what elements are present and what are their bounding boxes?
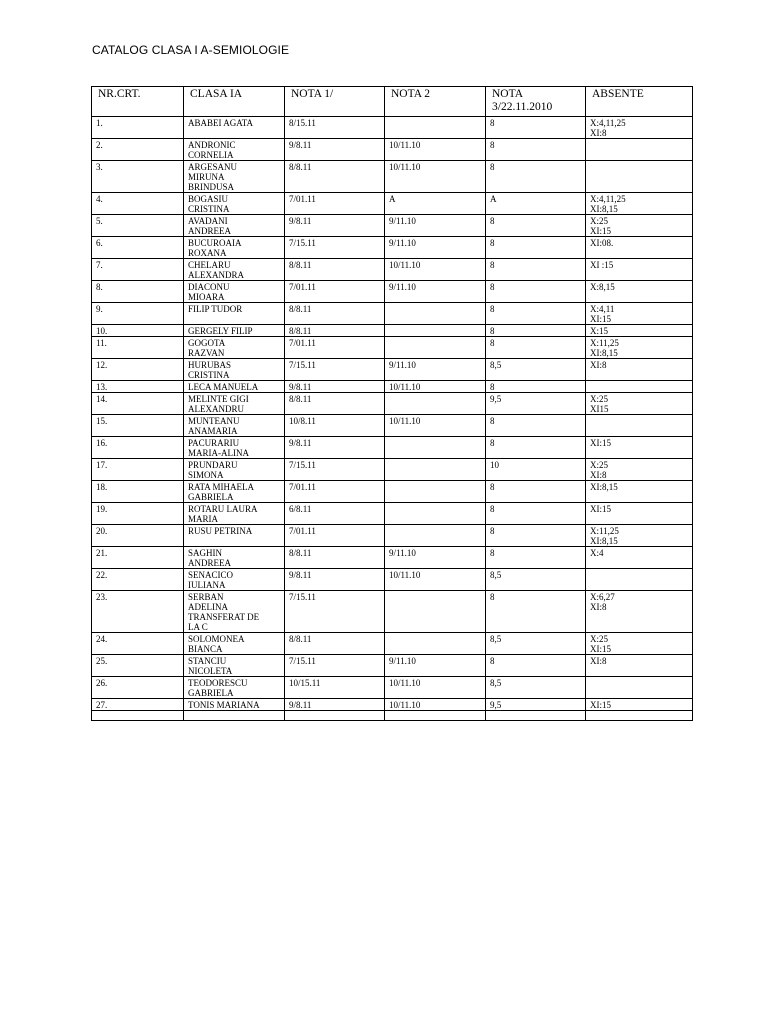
row-number: 21.: [92, 547, 184, 569]
row-number: 8.: [92, 281, 184, 303]
nota-1-cell: 8/8.11: [285, 303, 385, 325]
nota-1-cell: 9/8.11: [285, 437, 385, 459]
student-name: CHELARU ALEXANDRA: [184, 259, 285, 281]
nota-2-cell: [385, 459, 486, 481]
nota-2-cell: [385, 591, 486, 633]
nota-1-cell: 10/15.11: [285, 677, 385, 699]
row-number: 1.: [92, 117, 184, 139]
nota-2-cell: 9/11.10: [385, 215, 486, 237]
table-row: [92, 437, 693, 459]
absente-cell: XI:15: [586, 503, 693, 525]
absente-cell: X:4: [586, 547, 693, 569]
student-name: ANDRONIC CORNELIA: [184, 139, 285, 161]
catalog-table: [91, 86, 693, 721]
table-row: [92, 139, 693, 161]
row-number: 11.: [92, 337, 184, 359]
nota-2-cell: [385, 337, 486, 359]
table-row: [92, 381, 693, 393]
table-row: [92, 393, 693, 415]
student-name: ARGESANU MIRUNA BRINDUSA: [184, 161, 285, 193]
nota-1-cell: 7/15.11: [285, 359, 385, 381]
row-number: 9.: [92, 303, 184, 325]
nota-3-cell: 8: [486, 437, 586, 459]
row-number: 25.: [92, 655, 184, 677]
row-number: 22.: [92, 569, 184, 591]
row-number: 17.: [92, 459, 184, 481]
nota-1-cell: 9/8.11: [285, 569, 385, 591]
nota-3-cell: 8,5: [486, 677, 586, 699]
row-number: 13.: [92, 381, 184, 393]
student-name: STANCIU NICOLETA: [184, 655, 285, 677]
table-row: [92, 237, 693, 259]
nota-3-cell: 8: [486, 655, 586, 677]
nota-1-cell: 7/15.11: [285, 459, 385, 481]
student-name: PACURARIU MARIA-ALINA: [184, 437, 285, 459]
absente-cell: X:25 XI:15: [586, 215, 693, 237]
nota-3-cell: 8: [486, 139, 586, 161]
nota-2-cell: [385, 325, 486, 337]
nota-3-cell: 8: [486, 415, 586, 437]
nota-1-cell: 9/8.11: [285, 381, 385, 393]
table-row: [92, 547, 693, 569]
student-name: RUSU PETRINA: [184, 525, 285, 547]
nota-3-cell: 8: [486, 237, 586, 259]
nota-1-cell: 7/01.11: [285, 481, 385, 503]
empty-cell: [285, 711, 385, 721]
absente-cell: X:25 XI:8: [586, 459, 693, 481]
student-name: ROTARU LAURA MARIA: [184, 503, 285, 525]
student-name: SERBAN ADELINA TRANSFERAT DE LA C: [184, 591, 285, 633]
absente-cell: XI:8,15: [586, 481, 693, 503]
absente-cell: X:8,15: [586, 281, 693, 303]
row-number: 20.: [92, 525, 184, 547]
absente-cell: [586, 677, 693, 699]
nota-2-cell: [385, 437, 486, 459]
table-row: [92, 503, 693, 525]
nota-3-cell: 8,5: [486, 359, 586, 381]
student-name: ABABEI AGATA: [184, 117, 285, 139]
header-absente: ABSENTE: [586, 87, 693, 117]
nota-2-cell: [385, 481, 486, 503]
nota-1-cell: 7/01.11: [285, 525, 385, 547]
nota-2-cell: A: [385, 193, 486, 215]
header-nr-crt: NR.CRT.: [92, 87, 184, 117]
nota-3-cell: 8: [486, 337, 586, 359]
table-row: [92, 415, 693, 437]
table-row: [92, 699, 693, 711]
nota-2-cell: 10/11.10: [385, 569, 486, 591]
row-number: 7.: [92, 259, 184, 281]
student-name: SAGHIN ANDREEA: [184, 547, 285, 569]
nota-2-cell: 9/11.10: [385, 547, 486, 569]
table-row: [92, 481, 693, 503]
nota-1-cell: 7/01.11: [285, 337, 385, 359]
nota-3-cell: 8: [486, 525, 586, 547]
table-row: [92, 633, 693, 655]
nota-1-cell: 8/8.11: [285, 325, 385, 337]
nota-2-cell: 10/11.10: [385, 677, 486, 699]
nota-1-cell: 7/15.11: [285, 591, 385, 633]
table-row: [92, 117, 693, 139]
student-name: GERGELY FILIP: [184, 325, 285, 337]
row-number: 15.: [92, 415, 184, 437]
student-name: SENACICO IULIANA: [184, 569, 285, 591]
nota-2-cell: [385, 117, 486, 139]
student-name: DIACONU MIOARA: [184, 281, 285, 303]
row-number: 26.: [92, 677, 184, 699]
row-number: 14.: [92, 393, 184, 415]
nota-3-cell: 8: [486, 281, 586, 303]
table-row: [92, 525, 693, 547]
nota-1-cell: 9/8.11: [285, 139, 385, 161]
nota-2-cell: 9/11.10: [385, 281, 486, 303]
absente-cell: [586, 139, 693, 161]
student-name: BOGASIU CRISTINA: [184, 193, 285, 215]
table-row: [92, 161, 693, 193]
absente-cell: XI:8: [586, 655, 693, 677]
nota-2-cell: 10/11.10: [385, 139, 486, 161]
row-number: 3.: [92, 161, 184, 193]
table-row: [92, 325, 693, 337]
header-nota-2: NOTA 2: [385, 87, 486, 117]
nota-3-cell: 8: [486, 503, 586, 525]
row-number: 16.: [92, 437, 184, 459]
row-number: 6.: [92, 237, 184, 259]
empty-cell: [385, 711, 486, 721]
nota-1-cell: 7/15.11: [285, 655, 385, 677]
nota-1-cell: 8/8.11: [285, 259, 385, 281]
table-row: [92, 591, 693, 633]
nota-3-cell: A: [486, 193, 586, 215]
nota-3-cell: 8: [486, 303, 586, 325]
row-number: 19.: [92, 503, 184, 525]
table-header-row: [92, 87, 693, 117]
nota-3-cell: 8: [486, 591, 586, 633]
nota-1-cell: 9/8.11: [285, 699, 385, 711]
header-clasa: CLASA IA: [184, 87, 285, 117]
nota-3-cell: 9,5: [486, 699, 586, 711]
catalog-body: [92, 117, 693, 721]
table-row: [92, 215, 693, 237]
student-name: FILIP TUDOR: [184, 303, 285, 325]
nota-1-cell: 8/8.11: [285, 633, 385, 655]
nota-2-cell: 9/11.10: [385, 359, 486, 381]
empty-cell: [586, 711, 693, 721]
nota-2-cell: [385, 393, 486, 415]
nota-1-cell: 6/8.11: [285, 503, 385, 525]
absente-cell: X:25 XI15: [586, 393, 693, 415]
absente-cell: [586, 161, 693, 193]
row-number: 27.: [92, 699, 184, 711]
nota-2-cell: [385, 633, 486, 655]
student-name: SOLOMONEA BIANCA: [184, 633, 285, 655]
nota-3-cell: 8: [486, 547, 586, 569]
header-nota-3: NOTA 3/22.11.2010: [486, 87, 586, 117]
row-number: 2.: [92, 139, 184, 161]
empty-cell: [184, 711, 285, 721]
table-row: [92, 193, 693, 215]
nota-1-cell: 9/8.11: [285, 215, 385, 237]
table-row: [92, 281, 693, 303]
nota-2-cell: 10/11.10: [385, 259, 486, 281]
nota-1-cell: 8/8.11: [285, 547, 385, 569]
nota-2-cell: 9/11.10: [385, 237, 486, 259]
nota-3-cell: 8: [486, 259, 586, 281]
nota-1-cell: 8/8.11: [285, 393, 385, 415]
nota-2-cell: 9/11.10: [385, 655, 486, 677]
table-blank-row: [92, 711, 693, 721]
empty-cell: [92, 711, 184, 721]
nota-3-cell: 8,5: [486, 569, 586, 591]
nota-2-cell: 10/11.10: [385, 415, 486, 437]
table-row: [92, 303, 693, 325]
nota-2-cell: [385, 503, 486, 525]
absente-cell: X:25 XI:15: [586, 633, 693, 655]
nota-3-cell: 8: [486, 325, 586, 337]
absente-cell: [586, 569, 693, 591]
student-name: PRUNDARU SIMONA: [184, 459, 285, 481]
table-row: [92, 677, 693, 699]
nota-3-cell: 8: [486, 381, 586, 393]
nota-1-cell: 7/01.11: [285, 193, 385, 215]
absente-cell: XI:15: [586, 437, 693, 459]
nota-3-cell: 9,5: [486, 393, 586, 415]
student-name: MELINTE GIGI ALEXANDRU: [184, 393, 285, 415]
nota-2-cell: 10/11.10: [385, 161, 486, 193]
table-row: [92, 459, 693, 481]
table-row: [92, 259, 693, 281]
nota-2-cell: 10/11.10: [385, 381, 486, 393]
table-row: [92, 359, 693, 381]
absente-cell: X:15: [586, 325, 693, 337]
student-name: GOGOTA RAZVAN: [184, 337, 285, 359]
absente-cell: X:4,11 XI:15: [586, 303, 693, 325]
student-name: RATA MIHAELA GABRIELA: [184, 481, 285, 503]
row-number: 12.: [92, 359, 184, 381]
student-name: MUNTEANU ANAMARIA: [184, 415, 285, 437]
absente-cell: XI:15: [586, 699, 693, 711]
empty-cell: [486, 711, 586, 721]
absente-cell: X:4,11,25 XI:8: [586, 117, 693, 139]
nota-1-cell: 7/15.11: [285, 237, 385, 259]
student-name: AVADANI ANDREEA: [184, 215, 285, 237]
row-number: 10.: [92, 325, 184, 337]
absente-cell: [586, 381, 693, 393]
absente-cell: XI:08.: [586, 237, 693, 259]
absente-cell: [586, 415, 693, 437]
student-name: HURUBAS CRISTINA: [184, 359, 285, 381]
student-name: TEODORESCU GABRIELA: [184, 677, 285, 699]
absente-cell: XI:8: [586, 359, 693, 381]
nota-3-cell: 8,5: [486, 633, 586, 655]
nota-2-cell: 10/11.10: [385, 699, 486, 711]
nota-3-cell: 8: [486, 161, 586, 193]
nota-1-cell: 7/01.11: [285, 281, 385, 303]
absente-cell: X:4,11,25 XI:8,15: [586, 193, 693, 215]
student-name: BUCUROAIA ROXANA: [184, 237, 285, 259]
absente-cell: X:11,25 XI:8,15: [586, 525, 693, 547]
nota-1-cell: 8/8.11: [285, 161, 385, 193]
nota-2-cell: [385, 303, 486, 325]
nota-3-cell: 8: [486, 215, 586, 237]
student-name: TONIS MARIANA: [184, 699, 285, 711]
header-nota-1: NOTA 1/: [285, 87, 385, 117]
nota-1-cell: 8/15.11: [285, 117, 385, 139]
row-number: 24.: [92, 633, 184, 655]
nota-1-cell: 10/8.11: [285, 415, 385, 437]
row-number: 23.: [92, 591, 184, 633]
student-name: LECA MANUELA: [184, 381, 285, 393]
table-row: [92, 655, 693, 677]
absente-cell: X:11,25 XI:8,15: [586, 337, 693, 359]
nota-3-cell: 8: [486, 481, 586, 503]
absente-cell: XI :15: [586, 259, 693, 281]
row-number: 4.: [92, 193, 184, 215]
row-number: 5.: [92, 215, 184, 237]
absente-cell: X:6,27 XI:8: [586, 591, 693, 633]
nota-3-cell: 8: [486, 117, 586, 139]
nota-2-cell: [385, 525, 486, 547]
document-title: CATALOG CLASA I A-SEMIOLOGIE: [92, 43, 290, 57]
table-row: [92, 337, 693, 359]
nota-3-cell: 10: [486, 459, 586, 481]
table-row: [92, 569, 693, 591]
row-number: 18.: [92, 481, 184, 503]
